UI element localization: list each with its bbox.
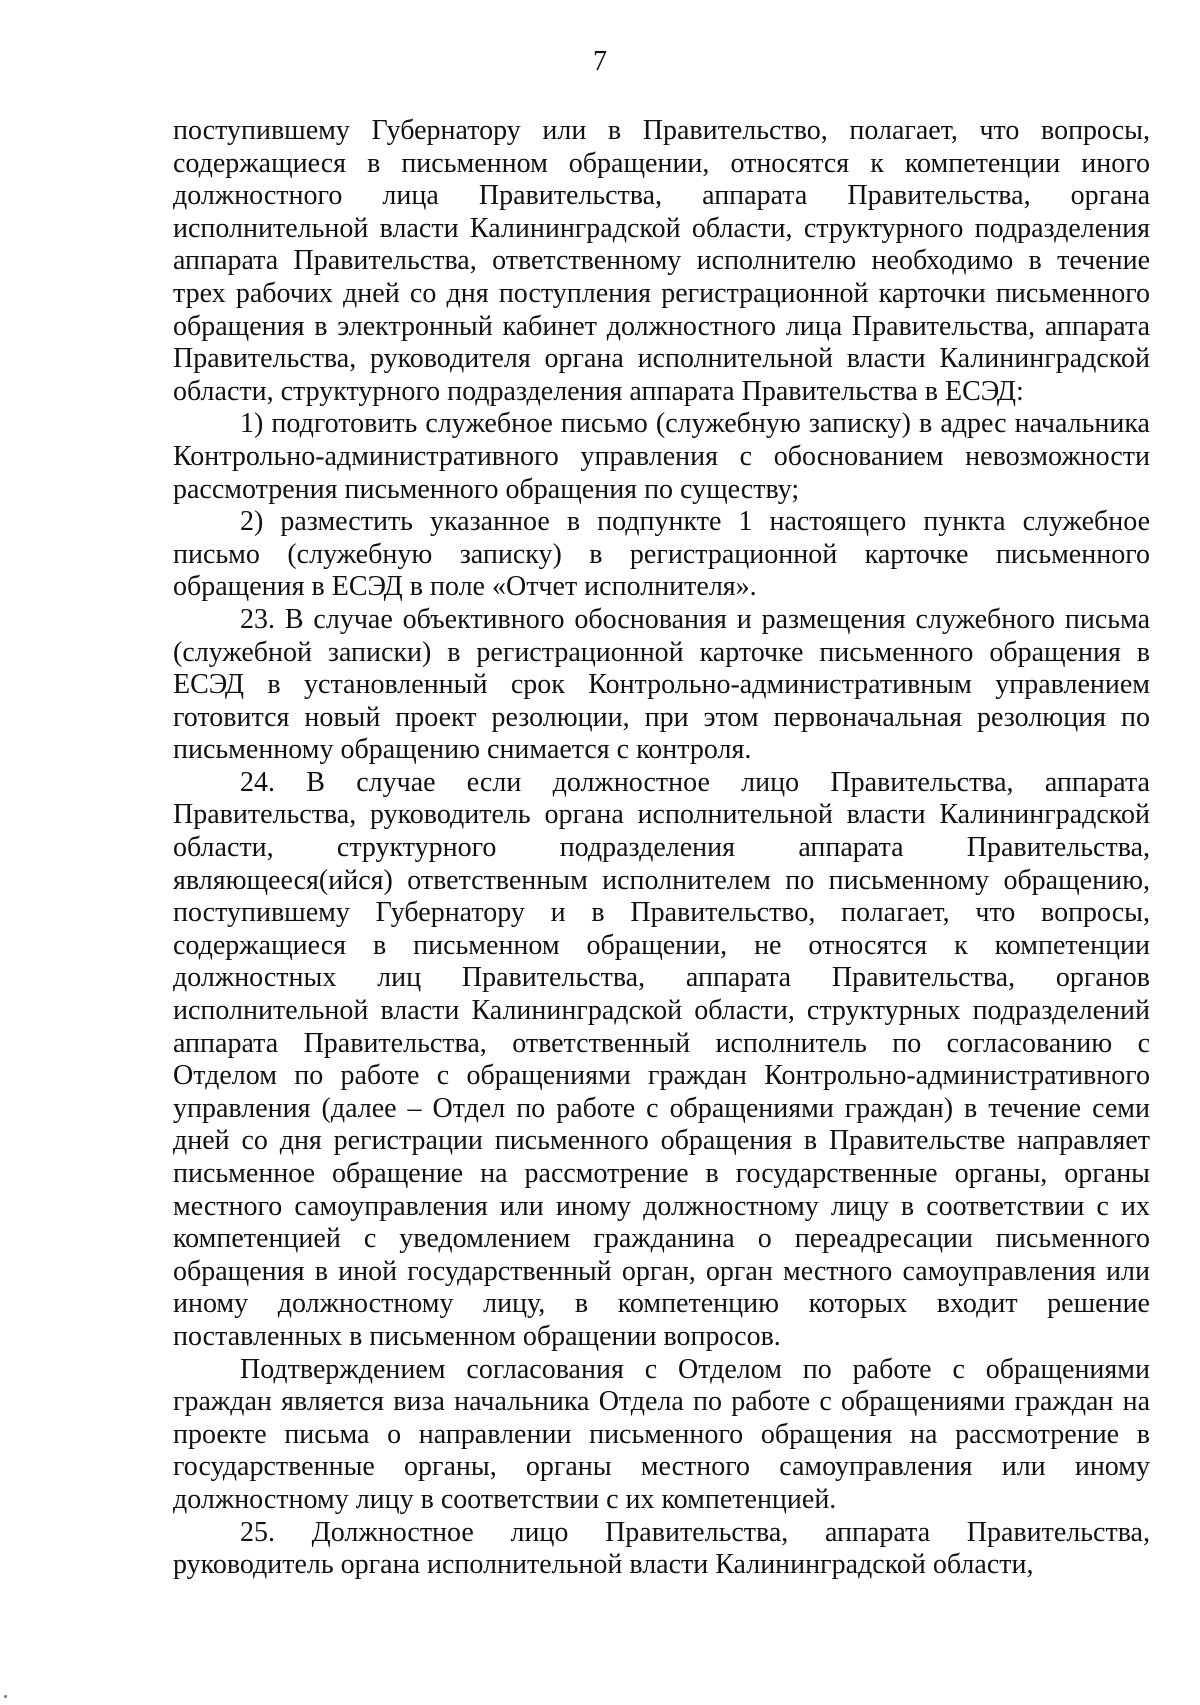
paragraph-subitem-2: 2) разместить указанное в подпункте 1 настоящего пункта служебное письмо (служебную записку) в регистрационной карточке письменного обращения в ЕСЭД в поле «Отчет исполнителя». [173, 506, 1150, 603]
paragraph-subitem-1: 1) подготовить служебное письмо (служебную записку) в адрес начальника Контрольно-административного управления с обоснованием невозможности рассмотрения письменного обращения по существу; [173, 408, 1150, 505]
paragraph-item-23: 23. В случае объективного обоснования и размещения служебного письма (служебной записки) в регистрационной карточке письменного обращения в ЕСЭД в установленный срок Контрольно-административным управлением готовится новый проект резолюции, при этом первоначальная резолюция по письменному обращению снимается с контроля. [173, 603, 1150, 766]
paragraph-item-24: 24. В случае если должностное лицо Правительства, аппарата Правительства, руководитель органа исполнительной власти Калининградской области, структурного подразделения аппарата Правительства, являющееся(ийся) ответственным исполнителем по письменному обращению, поступившему Губернатору и в Правительство, полагает, что вопросы, содержащиеся в письменном обращении, не относятся к компетенции должностных лиц Правительства, аппарата Правительства, органов исполнительной власти Калининградской области, структурных подразделений аппарата Правительства, ответственный исполнитель по согласованию с Отделом по работе с обращениями граждан Контрольно-административного управления (далее – Отдел по работе с обращениями граждан) в течение семи дней со дня регистрации письменного обращения в Правительстве направляет письменное обращение на рассмотрение в государственные органы, органы местного самоуправления или иному должностному лицу в соответствии с их компетенцией с уведомлением гражданина о переадресации письменного обращения в иной государственный орган, орган местного самоуправления или иному должностному лицу, в компетенцию которых входит решение поставленных в письменном обращении вопросов. [173, 766, 1150, 1352]
paragraph-approval: Подтверждением согласования с Отделом по работе с обращениями граждан является виза начальника Отдела по работе с обращениями граждан на проекте письма о направлении письменного обращения на рассмотрение в государственные органы, органы местного самоуправления или иному должностному лицу в соответствии с их компетенцией. [173, 1353, 1150, 1515]
scan-dot-mark [4, 1695, 7, 1698]
page-number: 7 [593, 46, 607, 77]
paragraph-continuation: поступившему Губернатору или в Правительство, полагает, что вопросы, содержащиеся в письменном обращении, относятся к компетенции иного должностного лица Правительства, аппарата Правительства, органа исполнительной власти Калининградской области, структурного подразделения аппарата Правительства, ответственному исполнителю необходимо в течение трех рабочих дней со дня поступления регистрационной карточки письменного обращения в электронный кабинет должностного лица Правительства, аппарата Правительства, руководителя органа исполнительной власти Калининградской области, структурного подразделения аппарата Правительства в ЕСЭД: [173, 115, 1150, 407]
document-body [173, 115, 1150, 1582]
paragraph-item-25: 25. Должностное лицо Правительства, аппарата Правительства, руководитель органа исполнительной власти Калининградской области, [173, 1516, 1150, 1581]
